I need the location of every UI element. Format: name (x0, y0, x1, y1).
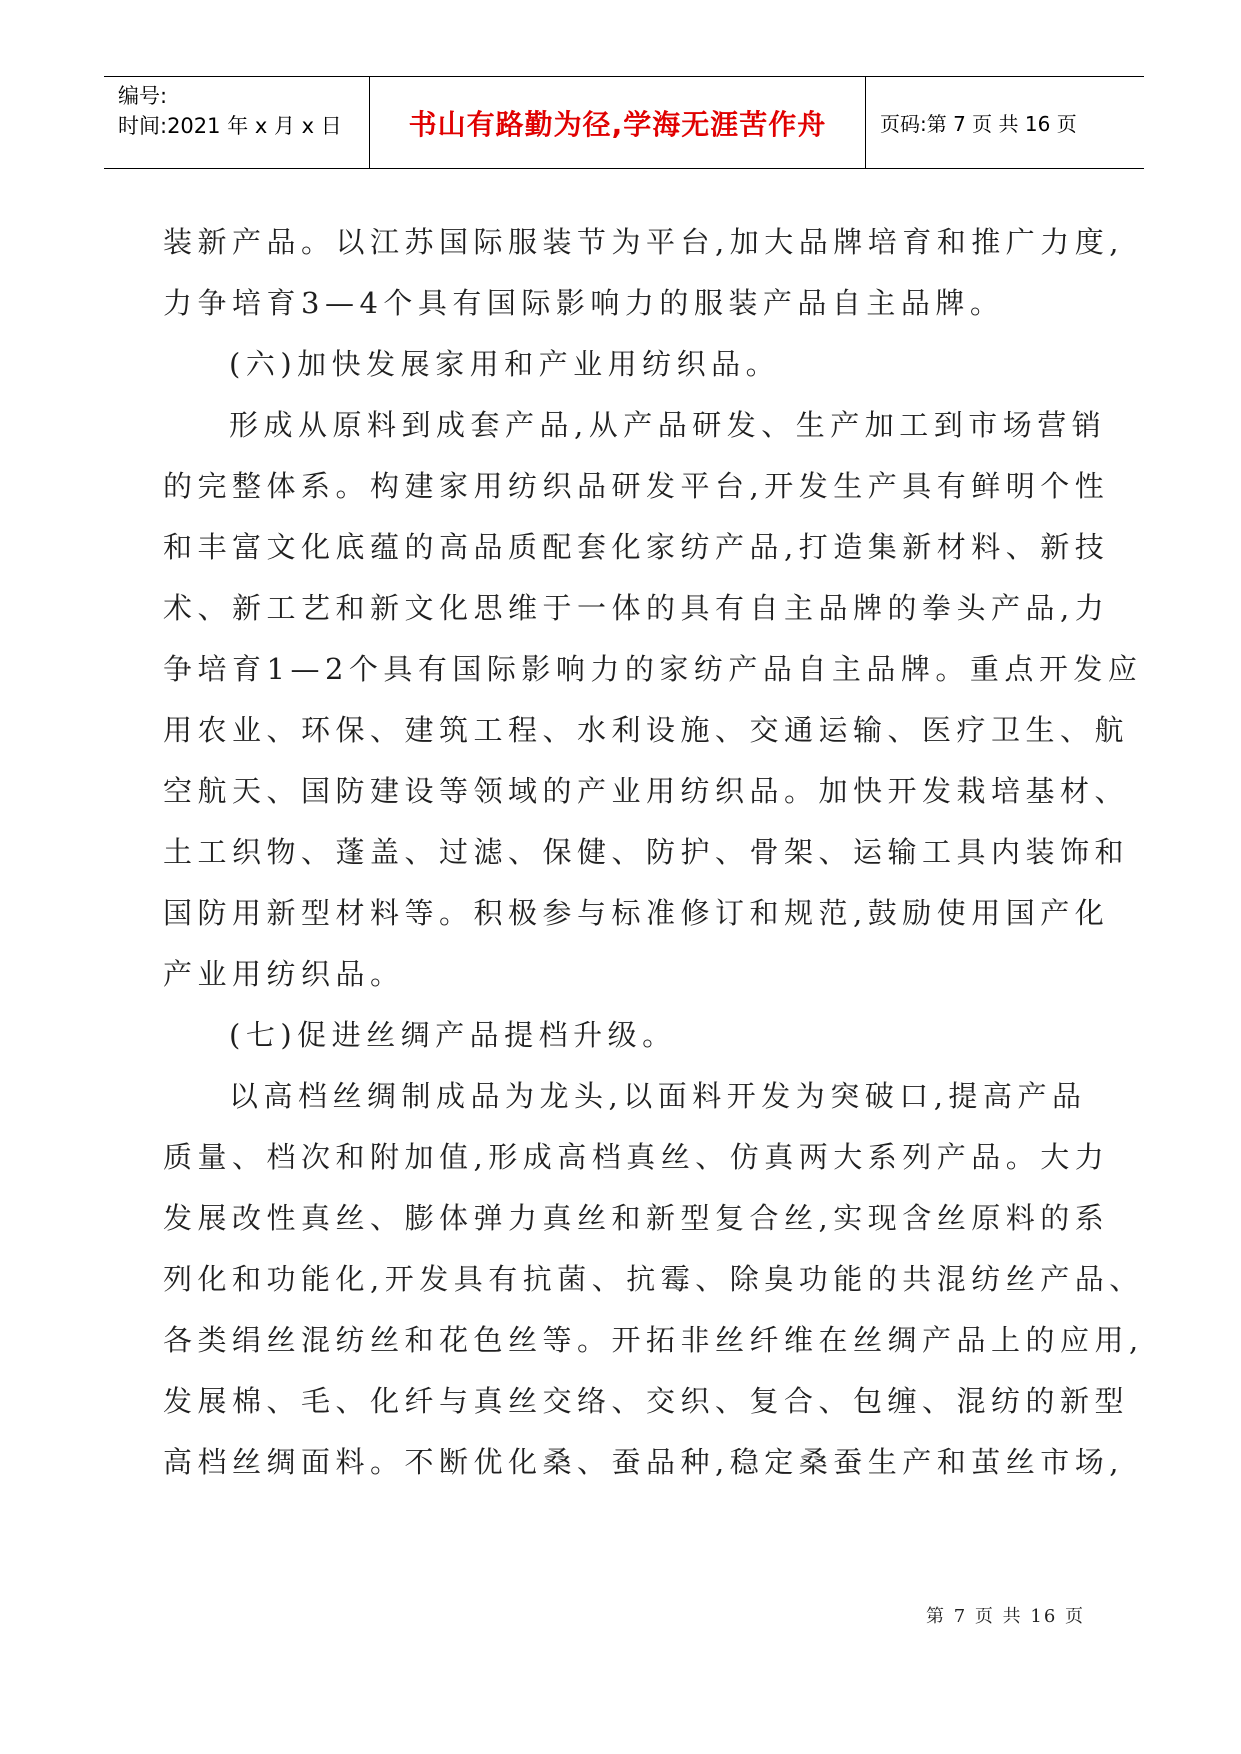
body-line: 以高档丝绸制成品为龙头,以面料开发为突破口,提高产品 (229, 1079, 1087, 1113)
header-meta (104, 77, 370, 168)
body-line: 和丰富文化底蕴的高品质配套化家纺产品,打造集新材料、新技 (163, 530, 1110, 564)
body-line: 列化和功能化,开发具有抗菌、抗霉、除臭功能的共混纺丝产品、 (163, 1262, 1144, 1296)
section-heading-6: (六)加快发展家用和产业用纺织品。 (229, 347, 781, 381)
document-code-label: 编号: (118, 84, 168, 108)
body-line: 用农业、环保、建筑工程、水利设施、交通运输、医疗卫生、航 (163, 713, 1130, 747)
body-line: 高档丝绸面料。不断优化桑、蚕品种,稳定桑蚕生产和茧丝市场, (163, 1445, 1124, 1479)
document-body (163, 212, 1144, 1493)
header-motto: 书山有路勤为径,学海无涯苦作舟 (370, 77, 866, 168)
document-time-label: 时间:2021 年 x 月 x 日 (118, 114, 342, 138)
section-heading-7: (七)促进丝绸产品提档升级。 (229, 1018, 677, 1052)
body-line: 发展棉、毛、化纤与真丝交络、交织、复合、包缠、混纺的新型 (163, 1384, 1130, 1418)
page-header (104, 76, 1144, 169)
body-line: 力争培育3—4个具有国际影响力的服装产品自主品牌。 (163, 286, 1005, 320)
body-line: 发展改性真丝、膨体弹力真丝和新型复合丝,实现含丝原料的系 (163, 1201, 1110, 1235)
body-line: 空航天、国防建设等领域的产业用纺织品。加快开发栽培基材、 (163, 774, 1130, 808)
body-line: 的完整体系。构建家用纺织品研发平台,开发生产具有鲜明个性 (163, 469, 1110, 503)
body-line: 土工织物、蓬盖、过滤、保健、防护、骨架、运输工具内装饰和 (163, 835, 1130, 869)
body-line: 术、新工艺和新文化思维于一体的具有自主品牌的拳头产品,力 (163, 591, 1110, 625)
body-line: 质量、档次和附加值,形成高档真丝、仿真两大系列产品。大力 (163, 1140, 1110, 1174)
body-line: 国防用新型材料等。积极参与标准修订和规范,鼓励使用国产化 (163, 896, 1110, 930)
body-line: 形成从原料到成套产品,从产品研发、生产加工到市场营销 (229, 408, 1107, 442)
page-footer: 第 7 页 共 16 页 (926, 1606, 1085, 1627)
body-line: 各类绢丝混纺丝和花色丝等。开拓非丝纤维在丝绸产品上的应用, (163, 1323, 1144, 1357)
header-page-number: 页码:第 7 页 共 16 页 (880, 112, 1077, 136)
body-line: 产业用纺织品。 (163, 957, 405, 991)
body-line: 装新产品。以江苏国际服装节为平台,加大品牌培育和推广力度, (163, 225, 1124, 259)
body-line: 争培育1—2个具有国际影响力的家纺产品自主品牌。重点开发应 (163, 652, 1143, 686)
